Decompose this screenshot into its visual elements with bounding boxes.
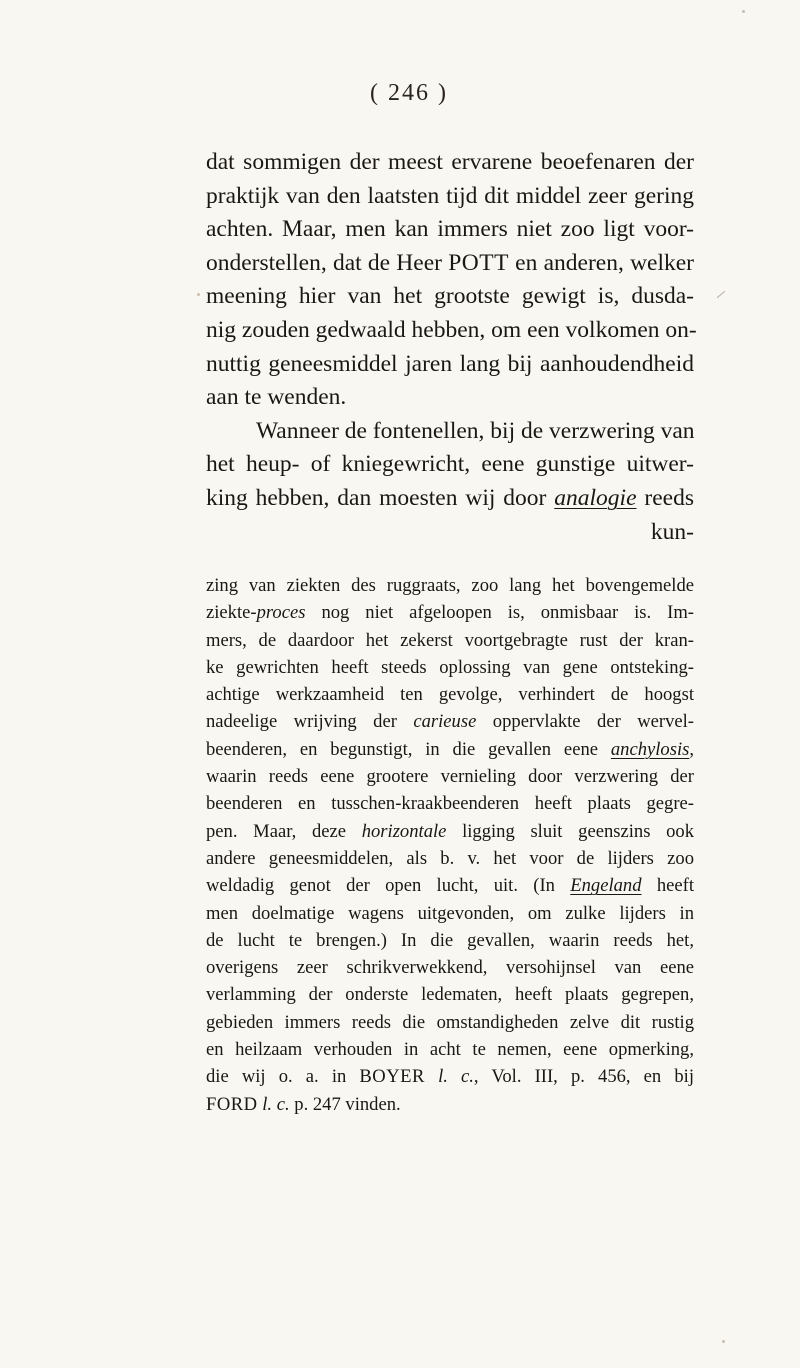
note-line-11: andere geneesmiddelen, als b. v. het voor de lijders zoo bbox=[206, 847, 694, 869]
paper-speck-2 bbox=[742, 10, 745, 13]
note-line-2c: nog niet afgeloopen is, onmisbaar is. Im- bbox=[305, 602, 694, 624]
paper-speck-1 bbox=[197, 293, 200, 296]
note-line-7 bbox=[206, 736, 694, 763]
note-line-14: de lucht te brengen.) In die gevallen, waarin reeds het, bbox=[206, 929, 694, 951]
note-word-proces: proces bbox=[256, 602, 306, 624]
page-number: ( 246 ) bbox=[370, 80, 448, 106]
note-line-5: achtige werkzaamheid ten gevolge, verhindert de hoogst bbox=[206, 684, 694, 706]
name-pott: POTT bbox=[448, 249, 509, 276]
main-line-10: het heup- of kniegewricht, eene gunstige uitwer- bbox=[206, 451, 694, 478]
note-line-20 bbox=[206, 1091, 694, 1118]
note-line-6a: nadeelige wrijving der bbox=[206, 711, 414, 733]
main-line-9: Wanneer de fontenellen, bij de verzwering van bbox=[256, 417, 695, 444]
word-analogie: analogie bbox=[554, 484, 637, 511]
main-text-block bbox=[206, 146, 697, 549]
note-line-2a: ziekte- bbox=[206, 602, 257, 624]
note-line-18: en heilzaam verhouden in acht te nemen, eene opmerking, bbox=[206, 1039, 694, 1061]
main-line-3: achten. Maar, men kan immers niet zoo ligt voor- bbox=[206, 216, 694, 243]
catchword: kun- bbox=[650, 518, 694, 545]
note-line-17: gebieden immers reeds die omstandigheden zelve dit rustig bbox=[206, 1011, 694, 1033]
note-word-engeland: Engeland bbox=[570, 875, 642, 897]
note-line-12 bbox=[206, 872, 694, 899]
note-line-7a: beenderen, en begunstigt, in die gevallen eene bbox=[206, 738, 611, 760]
main-line-5: meening hier van het grootste gewigt is, dusda- bbox=[206, 283, 694, 310]
note-line-19e: , Vol. III, p. 456, en bij bbox=[473, 1066, 694, 1088]
note-line-19a: die wij o. a. in bbox=[206, 1066, 360, 1088]
note-word-anchylosis: anchylosis bbox=[610, 738, 690, 760]
note-text-block bbox=[206, 572, 694, 1118]
note-line-6c: oppervlakte der wervel- bbox=[476, 711, 694, 733]
main-line-6: nig zouden gedwaald hebben, om een volkomen on- bbox=[206, 316, 697, 343]
note-line-13: men doelmatige wagens uitgevonden, om zulke lijders in bbox=[206, 902, 694, 924]
note-line-8: waarin reeds eene grootere vernieling door verzwering der bbox=[206, 766, 694, 788]
note-word-horizontale: horizontale bbox=[361, 820, 447, 842]
note-line-19 bbox=[206, 1063, 694, 1090]
main-line-4-end: en anderen, welker bbox=[508, 249, 695, 276]
main-line-7: nuttig geneesmiddel jaren lang bij aanhoudendheid bbox=[206, 350, 694, 377]
note-line-10a: pen. Maar, deze bbox=[206, 820, 362, 842]
main-line-8: aan te wenden. bbox=[206, 384, 347, 411]
main-line-2: praktijk van den laatsten tijd dit middel zeer gering bbox=[206, 182, 694, 209]
main-line-11-start: king hebben, dan moesten wij door bbox=[206, 484, 547, 511]
name-boyer: BOYER bbox=[359, 1066, 425, 1088]
note-line-6 bbox=[206, 708, 694, 735]
note-line-15: overigens zeer schrikverwekkend, versohijnsel van eene bbox=[206, 957, 694, 979]
note-line-7c: , bbox=[689, 738, 694, 760]
note-line-3: mers, de daardoor het zekerst voortgebragte rust der kran- bbox=[206, 629, 694, 651]
note-line-10 bbox=[206, 818, 694, 845]
note-line-10c: ligging sluit geenszins ook bbox=[446, 820, 694, 842]
note-line-1: zing van ziekten des ruggraats, zoo lang het bovengemelde bbox=[206, 575, 694, 596]
note-line-9: beenderen en tusschen-kraakbeenderen heeft plaats gegre- bbox=[206, 793, 694, 815]
loc-cit-1: l. c. bbox=[438, 1066, 474, 1088]
main-line-1: dat sommigen der meest ervarene beoefenaren der bbox=[206, 149, 694, 175]
name-ford: FORD bbox=[206, 1093, 258, 1115]
paper-speck-3 bbox=[722, 1340, 725, 1343]
margin-mark bbox=[717, 291, 725, 298]
loc-cit-2: l. c. bbox=[262, 1093, 290, 1115]
note-line-12c: heeft bbox=[641, 875, 694, 897]
note-line-12a: weldadig genot der open lucht, uit. (In bbox=[206, 875, 571, 897]
note-word-carieuse: carieuse bbox=[413, 711, 477, 733]
note-line-4: ke gewrichten heeft steeds oplossing van gene ontsteking- bbox=[206, 656, 694, 678]
note-line-20d: p. 247 vinden. bbox=[289, 1093, 401, 1115]
main-line-11-end: reeds bbox=[636, 484, 694, 511]
note-line-2 bbox=[206, 599, 694, 626]
main-line-11 bbox=[206, 482, 694, 516]
note-line-16: verlamming der onderste ledematen, heeft plaats gegrepen, bbox=[206, 984, 694, 1006]
main-line-4 bbox=[206, 247, 694, 281]
note-space-a bbox=[425, 1066, 438, 1087]
main-line-4-start: onderstellen, dat de Heer bbox=[206, 249, 442, 276]
